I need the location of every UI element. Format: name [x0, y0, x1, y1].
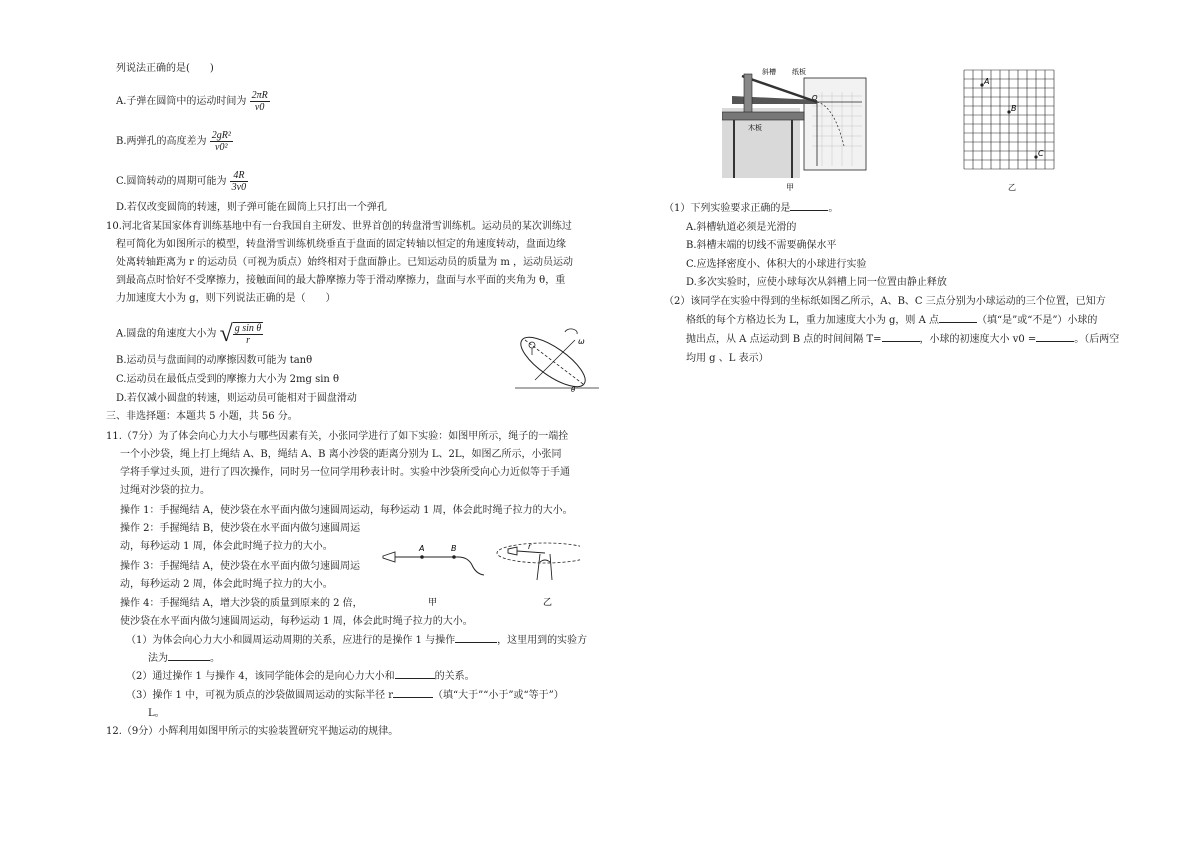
q12-sub-2-line-4: 均用 g 、L 表示） [686, 353, 769, 364]
q12-sub-2-line-1: （2）该同学在实验中得到的坐标纸如图乙所示，A、B、C 三点分别为小球运动的三个位置，已知方 [664, 296, 1106, 307]
q11-sub-1-text-a: （1）为体会向心力大小和圆周运动周期的关系，应进行的是操作 1 与操作 [126, 635, 456, 646]
q9-option-b-denominator: v0² [215, 142, 228, 153]
q12-sub-2-blank-3[interactable] [1036, 341, 1074, 342]
q10-option-a-denominator: r [246, 335, 251, 346]
q12-sub-2-text-c: （填“是”或“不是”）小球的 [976, 315, 1098, 326]
q10-tilted-disc-figure [505, 322, 600, 397]
q12-sub-2-line-3 [686, 333, 1119, 347]
figure-yi-caption: 乙 [1008, 183, 1016, 192]
board-label: 木板 [748, 124, 762, 132]
q11-sub-3-blank[interactable] [393, 697, 433, 698]
q12-option-d: D.多次实验时，应使小球每次从斜槽上同一位置由静止释放 [686, 277, 947, 288]
section-3-heading: 三、非选择题：本题共 5 小题，共 56 分。 [106, 411, 298, 422]
q9-option-a-label: A.子弹在圆筒中的运动时间为 [116, 96, 247, 107]
q11-rope-figures [380, 540, 580, 612]
q11-operation-4a: 操作 4：手握绳结 A，增大沙袋的质量到原来的 2 倍， [120, 598, 363, 609]
q12-sub-2-text-b: 格纸的每个方格边长为 L，重力加速度大小为 g，则 A 点 [686, 315, 939, 326]
point-c-label: C [1038, 149, 1044, 158]
q12-option-a: A.斜槽轨道必须是光滑的 [686, 222, 797, 233]
q10-option-c: C.运动员在最低点受到的摩擦力大小为 2mg sin θ [116, 374, 340, 385]
q9-option-c-denominator: 3v0 [231, 182, 247, 193]
q11-operation-3b: 动，每秒运动 2 周，体会此时绳子拉力的大小。 [120, 579, 333, 590]
q12-sub-2-blank-2[interactable] [882, 341, 920, 342]
skier-icon [529, 342, 535, 348]
q11-operation-2b: 动，每秒运动 1 周，体会此时绳子拉力的大小。 [120, 541, 333, 552]
q12-grid-figure [958, 66, 1064, 192]
q12-sub-2-text-e: ，小球的初速度大小 v0 = [919, 334, 1037, 345]
q9-option-c-label: C.圆筒转动的周期可能为 [116, 176, 227, 187]
q12-option-b: B.斜槽末端的切线不需要确保水平 [686, 240, 837, 251]
q12-sub-2-text-f: 。（后两空 [1074, 334, 1120, 345]
q12-apparatus-figure [722, 66, 872, 192]
knot-a [420, 555, 424, 559]
q11-sub-2-text-b: 的关系。 [434, 671, 475, 682]
q11-sub-1-text-d: 。 [210, 653, 220, 664]
q12-stem: 12.（9分）小辉利用如图甲所示的实验装置研究平抛运动的规律。 [106, 726, 399, 737]
q11-stem-line-3: 学将手掌过头顶，进行了四次操作，同时另一位同学用秒表计时。实验中沙袋所受向心力近似等于手通 [120, 467, 570, 478]
q9-option-d: D.若仅改变圆筒的转速，则子弹可能在圆筒上只打出一个弹孔 [116, 202, 387, 213]
knot-b-label: B [451, 544, 457, 553]
sandbag-icon [383, 552, 395, 562]
q10-option-a-label: A.圆盘的角速度大小为 [116, 328, 217, 340]
q11-stem-line-2: 一个小沙袋，绳上打上绳结 A、B，绳结 A、B 离小沙袋的距离分别为 L、2L，如图乙所示，小张同 [120, 449, 562, 460]
q11-sub-1-text-c: 法为 [148, 653, 168, 664]
q9-option-b-fraction [210, 130, 233, 153]
q10-stem-line-2: 程可简化为如图所示的模型，转盘滑雪训练机绕垂直于盘面的固定转轴以恒定的角速度转动，盘面边缘 [116, 239, 566, 250]
q12-sub-1-end: 。 [828, 203, 839, 214]
q11-sub-1-blank-2[interactable] [168, 660, 210, 661]
q10-option-b: B.运动员与盘面间的动摩擦因数可能为 tanθ [116, 355, 313, 366]
hand-icon [537, 554, 552, 580]
q10-stem-line-1: 10.河北省某国家体育训练基地中有一台我国自主研发、世界首创的转盘滑雪训练机。运动员的某次训练过 [106, 221, 572, 232]
q11-stem-line-1: 11.（7分）为了体会向心力大小与哪些因素有关，小张同学进行了如下实验：如图甲所示，绳子的一端拴 [106, 431, 569, 442]
q11-sub-1-cont [148, 652, 220, 666]
q12-sub-1-text: （1）下列实验要求正确的是 [664, 203, 791, 214]
q9-option-b-numerator: 2gR² [211, 130, 231, 141]
q11-stem-line-4: 过绳对沙袋的拉力。 [120, 485, 210, 496]
q9-option-c-fraction [230, 170, 248, 193]
q9-option-a-denominator: v0 [254, 102, 265, 113]
q10-stem-line-5: 力加速度大小为 g，则下列说法正确的是（ ） [116, 293, 336, 304]
q9-option-a-fraction [250, 90, 270, 113]
wooden-board [722, 112, 804, 120]
q12-sub-2-text-d: 抛出点，从 A 点运动到 B 点的时间间隔 T= [686, 334, 882, 345]
q12-sub-2-line-2 [686, 314, 1097, 328]
figure-jia-caption: 甲 [428, 598, 438, 608]
q11-sub-3-cont: L。 [148, 708, 165, 719]
q11-operation-1: 操作 1：手握绳结 A，使沙袋在水平面内做匀速圆周运动，每秒运动 1 周，体会此时绳子拉力的大小。 [120, 505, 573, 516]
q9-option-c [116, 170, 248, 193]
point-a-label: A [984, 77, 990, 86]
omega-label: ω [578, 337, 585, 346]
paper-board [804, 78, 866, 170]
q9-option-b-label: B.两弹孔的高度差为 [116, 136, 207, 147]
q11-operation-4b: 使沙袋在水平面内做匀速圆周运动，每秒运动 1 周，体会此时绳子拉力的大小。 [120, 616, 473, 627]
q12-sub-1-blank[interactable] [790, 210, 828, 211]
q11-sub-3-text-b: （填“大于”“小于”或“等于”） [433, 690, 564, 701]
point-b-label: B [1011, 104, 1017, 113]
q9-option-b [116, 130, 233, 153]
q11-operation-2a: 操作 2：手握绳结 B，使沙袋在水平面内做匀速圆周运 [120, 523, 361, 534]
q11-sub-2-text-a: （2）通过操作 1 与操作 4，该同学能体会的是向心力大小和 [126, 671, 395, 682]
knot-a-label: A [419, 544, 425, 553]
paper-label: 纸板 [792, 68, 806, 76]
radius-label: r [528, 542, 532, 551]
rotation-arrow-icon [565, 329, 577, 334]
q11-sub-2 [126, 670, 475, 684]
q12-sub-1 [664, 202, 838, 216]
q9-option-c-numerator: 4R [230, 170, 248, 182]
q12-sub-2-blank-1[interactable] [939, 322, 977, 323]
chute-label: 斜槽 [762, 68, 776, 76]
q11-sub-3 [126, 689, 564, 703]
q11-sub-1-blank-1[interactable] [455, 642, 497, 643]
q9-stem-tail: 列说法正确的是( ) [116, 63, 214, 74]
q10-option-a-sqrt: √ $\frac{\text{g sin θ}}{r}$ [219, 321, 262, 347]
q11-sub-3-text-a: （3）操作 1 中，可视为质点的沙袋做圆周运动的实际半径 r [126, 690, 394, 701]
q10-stem-line-3: 处离转轴距离为 r 的运动员（可视为质点）始终相对于盘面静止。已知运动员的质量为 m ，运动员运动 [116, 257, 573, 268]
q10-option-a [116, 322, 263, 346]
q11-sub-2-blank[interactable] [395, 678, 435, 679]
q10-option-a-numerator: g sin θ [234, 323, 262, 334]
q10-option-d: D.若仅减小圆盘的转速，则运动员可能相对于圆盘滑动 [116, 393, 357, 404]
figure-yi-caption: 乙 [543, 598, 553, 608]
q11-sub-1 [126, 634, 587, 648]
knot-b [452, 555, 456, 559]
q12-option-c: C.应选择密度小、体积大的小球进行实验 [686, 259, 867, 270]
q9-option-a [116, 90, 270, 113]
q11-operation-3a: 操作 3：手握绳结 A，使沙袋在水平面内做匀速圆周运 [120, 561, 360, 572]
q11-sub-1-text-b: ，这里用到的实验方 [497, 635, 588, 646]
theta-label: θ [571, 386, 576, 394]
q10-stem-line-4: 到最高点时恰好不受摩擦力，接触面间的最大静摩擦力等于滑动摩擦力，盘面与水平面的夹角为 θ，重 [116, 275, 566, 286]
figure-jia-caption: 甲 [786, 183, 794, 192]
origin-label: O [812, 94, 818, 102]
q9-option-a-numerator: 2πR [251, 90, 268, 101]
